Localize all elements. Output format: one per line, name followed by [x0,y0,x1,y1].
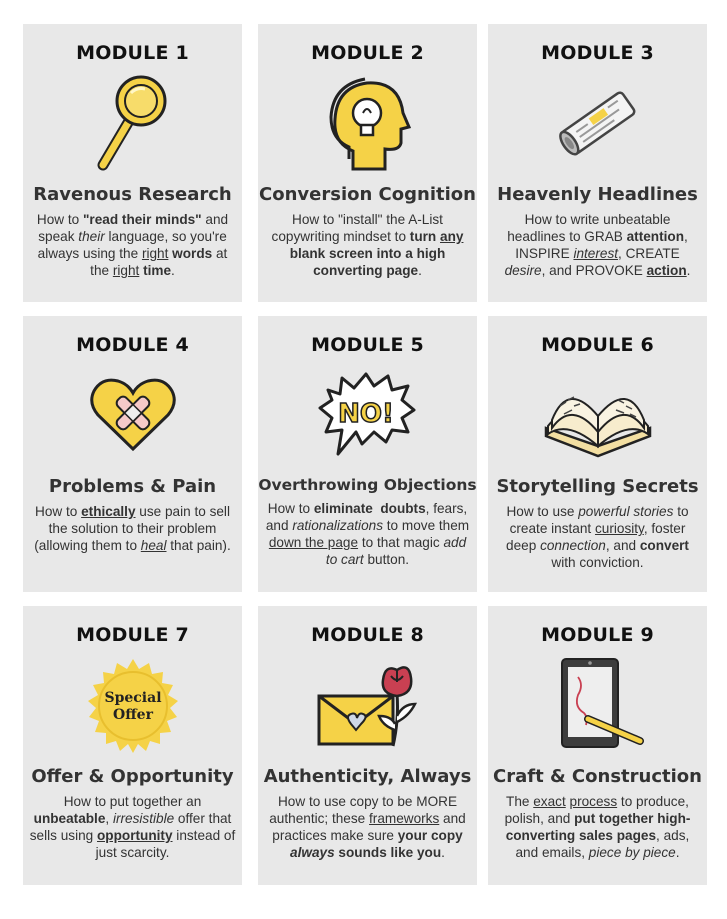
module-title: Overthrowing Objections [258,476,477,494]
head-lightbulb-icon [258,64,477,182]
module-description: How to use copy to be MORE authentic; these frameworks and practices make sure your copy always sounds like you. [269,794,466,860]
module-title: Problems & Pain [48,476,217,497]
magnifying-glass-icon [23,64,242,182]
seal-line-2: Offer [112,707,153,723]
module-label: MODULE 1 [76,42,189,64]
module-card-2 [258,24,477,302]
module-description: How to ethically use pain to sell the solution to their problem (allowing them to heal that pain). [34,504,231,553]
module-title: Heavenly Headlines [497,184,698,205]
tablet-stylus-icon [488,646,707,764]
module-card-6 [488,316,707,592]
module-description: How to write unbeatable headlines to GRAB attention, INSPIRE interest, CREATE desire, and PROVOKE action. [504,212,691,278]
module-description: How to put together an unbeatable, irresistible offer that sells using opportunity instead of just scarcity. [29,794,236,860]
module-title: Authenticity, Always [263,766,472,787]
module-card-4 [23,316,242,592]
module-description: How to "read their minds" and speak their language, so you're always using the right words at the right time. [36,212,229,278]
module-description: The exact process to produce, polish, and put together high-converting sales pages, ads, and emails, piece by piece. [504,794,691,860]
module-label: MODULE 4 [76,334,189,356]
bandaged-heart-icon [23,356,242,474]
bubble-text: NO! [337,399,394,429]
module-label: MODULE 2 [311,42,424,64]
module-card-8 [258,606,477,885]
module-label: MODULE 5 [311,334,424,356]
no-speech-bubble-icon [258,356,477,474]
module-card-5 [258,316,477,592]
envelope-rose-icon [258,646,477,764]
module-card-9 [488,606,707,885]
module-label: MODULE 6 [541,334,654,356]
special-offer-seal-icon [23,646,242,764]
module-title: Conversion Cognition [259,184,476,205]
module-description: How to eliminate doubts, fears, and rationalizations to move them down the page to that magic add to cart button. [265,501,470,567]
module-card-3 [488,24,707,302]
module-label: MODULE 7 [76,624,189,646]
module-title: Offer & Opportunity [31,766,234,787]
module-title: Storytelling Secrets [496,476,699,497]
seal-line-1: Special [103,690,162,706]
module-description: How to "install" the A-List copywriting mindset to turn any blank screen into a high converting page. [271,212,464,278]
module-title: Ravenous Research [33,184,232,205]
module-label: MODULE 9 [541,624,654,646]
module-card-7 [23,606,242,885]
module-label: MODULE 3 [541,42,654,64]
module-card-1 [23,24,242,302]
module-label: MODULE 8 [311,624,424,646]
rolled-newspaper-icon [488,64,707,182]
open-book-icon [488,356,707,474]
module-description: How to use powerful stories to create instant curiosity, foster deep connection, and convert with conviction. [506,504,689,570]
module-title: Craft & Construction [493,766,702,787]
